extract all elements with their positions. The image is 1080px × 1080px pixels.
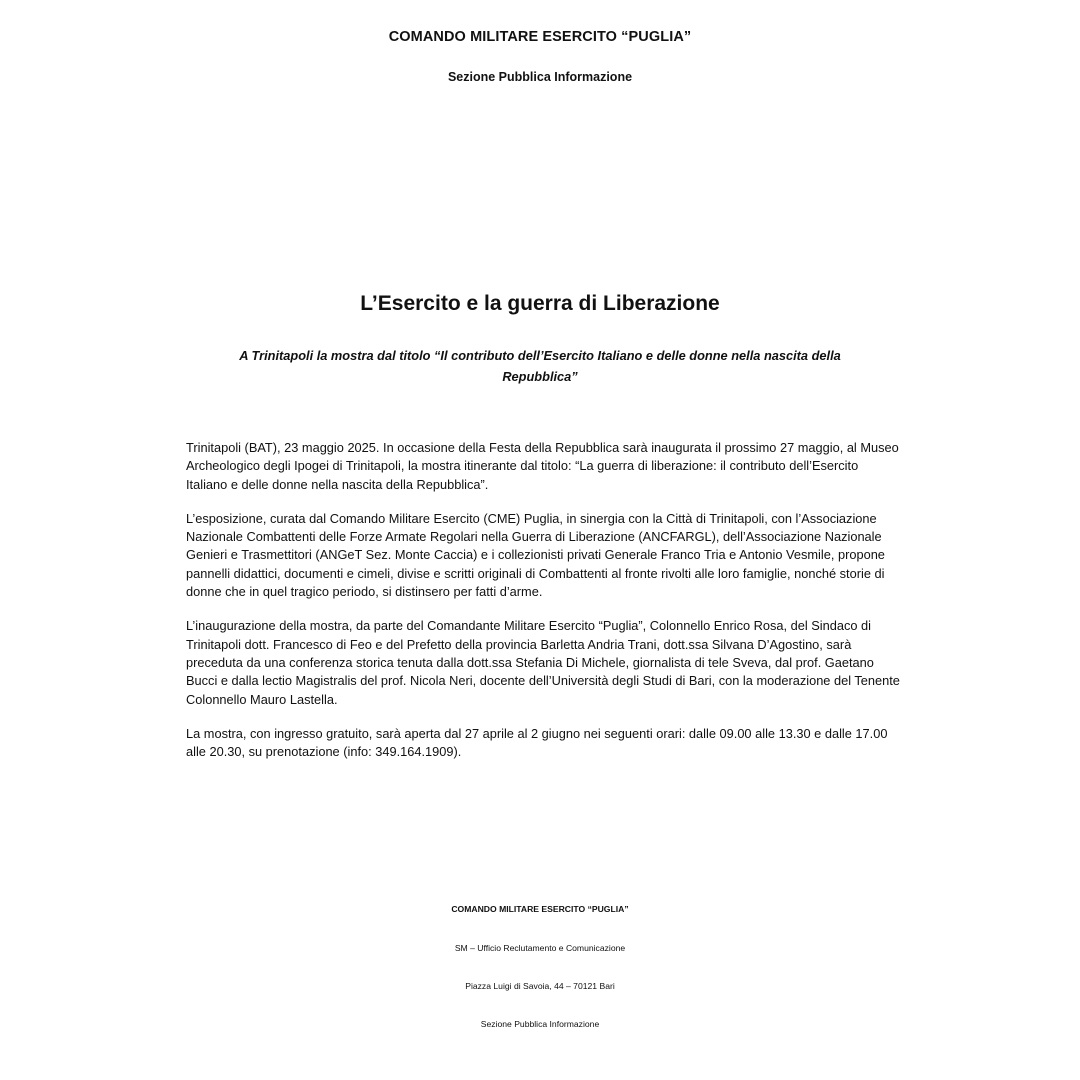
article-title: L’Esercito e la guerra di Liberazione xyxy=(360,292,720,315)
paragraph-inauguration: L’inaugurazione della mostra, da parte del Comandante Militare Esercito “Puglia”, Colonnello Enrico Rosa, del Sindaco di Trinitapoli dott. Francesco di Feo e del Prefetto della provincia Barletta Andria Trani, dott.ssa Silvana D’Agostino, sarà preceduta da una conferenza storica tenuta dalla dott.ssa Stefania Di Michele, giornalista di tele Sveva, dal prof. Gaetano Bucci e dalla lectio Magistralis del prof. Nicola Neri, docente dell’Università degli Studi di Bari, con la moderazione del Tenente Colonnello Mauro Lastella. xyxy=(186,618,900,707)
footer-office: SM – Ufficio Reclutamento e Comunicazione xyxy=(454,943,626,953)
article-body xyxy=(186,439,902,777)
paragraph-exhibition: L’esposizione, curata dal Comando Militare Esercito (CME) Puglia, in sinergia con la Città di Trinitapoli, con l’Associazione Nazionale Combattenti delle Forze Armate Regolari nella Guerra di Liberazione (ANCFARGL), dell’Associazione Nazionale Genieri e Trasmettitori (ANGeT Sez. Monte Caccia) e i collezionisti privati Generale Franco Tria e Antonio Vesmile, propone pannelli didattici, documenti e cimeli, divise e scritti originali di Combattenti al fronte rivolti alle loro famiglie, nonché storie di donne che in quel tragico periodo, si distinsero per fatti d’arme. xyxy=(186,510,885,600)
header-title: COMANDO MILITARE ESERCITO “PUGLIA” xyxy=(388,29,692,45)
footer-section: Sezione Pubblica Informazione xyxy=(480,1019,600,1029)
footer-organization: COMANDO MILITARE ESERCITO “PUGLIA” xyxy=(451,904,629,914)
header-subtitle: Sezione Pubblica Informazione xyxy=(447,70,633,84)
paragraph-intro: Trinitapoli (BAT), 23 maggio 2025. In occasione della Festa della Repubblica sarà inaugurata il prossimo 27 maggio, al Museo Archeologico degli Ipogei di Trinitapoli, la mostra itinerante dal titolo: “La guerra di liberazione: il contributo dell’Esercito Italiano e delle donne nella nascita della Repubblica”. xyxy=(186,440,899,492)
article-subtitle: A Trinitapoli la mostra dal titolo “Il contributo dell’Esercito Italiano e delle donne nella nascita della Repubblica” xyxy=(239,348,841,384)
footer-address: Piazza Luigi di Savoia, 44 – 70121 Bari xyxy=(465,981,615,991)
paragraph-opening-hours: La mostra, con ingresso gratuito, sarà aperta dal 27 aprile al 2 giugno nei seguenti orari: dalle 09.00 alle 13.30 e dalle 17.00 alle 20.30, su prenotazione (info: 349.164.1909). xyxy=(186,725,888,760)
